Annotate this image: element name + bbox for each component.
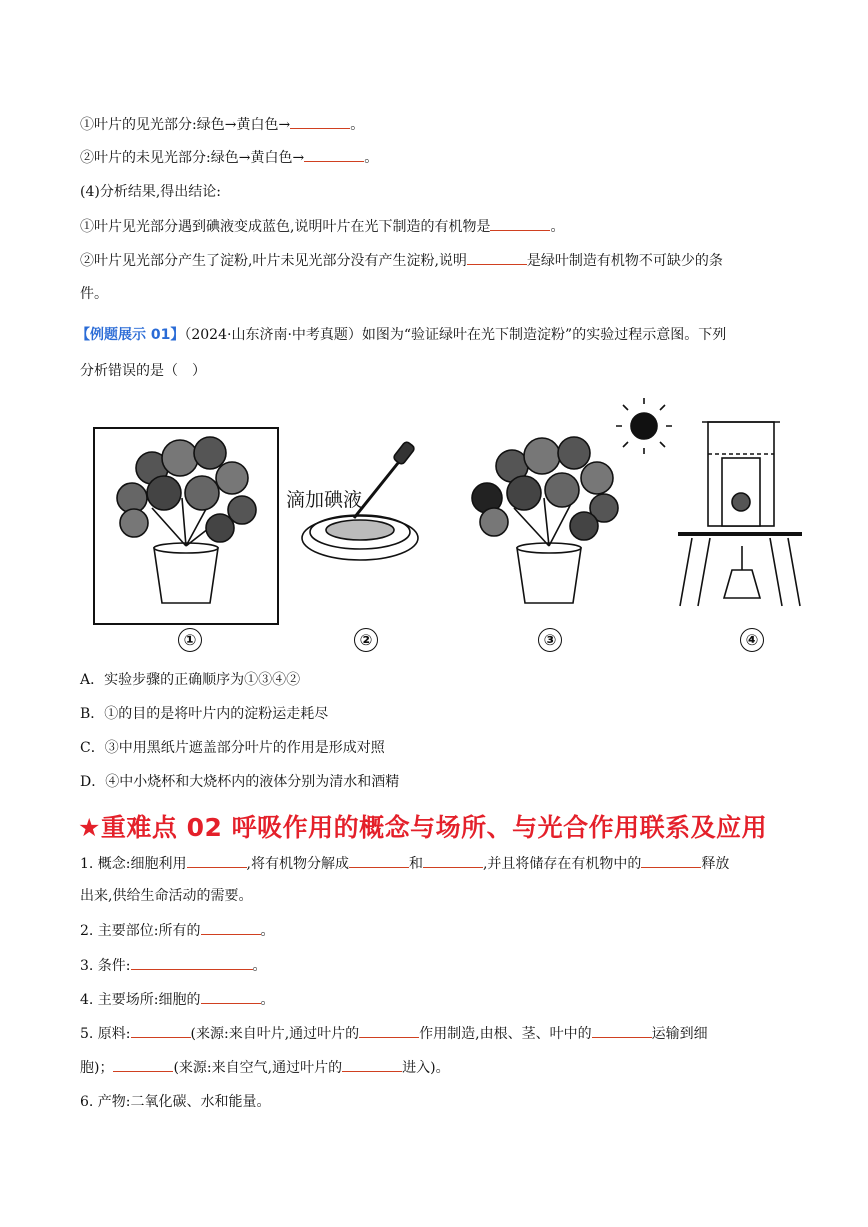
text: ①叶片见光部分遇到碘液变成蓝色,说明叶片在光下制造的有机物是 (80, 219, 491, 235)
option-d[interactable]: D．④中小烧杯和大烧杯内的液体分别为清水和酒精 (80, 774, 400, 790)
text: 是绿叶制造有机物不可缺少的条 (526, 253, 723, 269)
section-heading: ★重难点 02 呼吸作用的概念与场所、与光合作用联系及应用 (78, 813, 768, 842)
item-3: 3. 条件: 。 (80, 955, 267, 976)
text-line (80, 284, 108, 304)
sun-icon (616, 398, 672, 454)
item-1: 1. 概念:细胞利用 ,将有机物分解成 和 ,并且将储存在有机物中的 释放 (80, 853, 729, 874)
figure-number-4: ④ (740, 628, 764, 652)
answer-blank[interactable] (201, 920, 261, 935)
potted-plant-1 (117, 437, 256, 603)
text-line (80, 182, 221, 202)
experiment-illustration (92, 398, 812, 656)
option-b[interactable]: B．①的目的是将叶片内的淀粉运走耗尽 (80, 706, 329, 722)
question-text: （2024·山东济南·中考真题）如图为“验证绿叶在光下制造淀粉”的实验过程示意图。下列 (184, 327, 727, 343)
text-line (80, 114, 364, 135)
figure-number-3: ③ (538, 628, 562, 652)
answer-blank[interactable] (592, 1023, 652, 1038)
text: 。 (350, 117, 365, 133)
text: ②叶片的未见光部分:绿色→黄白色→ (80, 150, 305, 166)
text: ②叶片见光部分产生了淀粉,叶片未见光部分没有产生淀粉,说明 (80, 253, 467, 269)
item-1-cont: 出来,供给生命活动的需要。 (80, 888, 253, 904)
example-question-cont (80, 361, 206, 381)
answer-blank[interactable] (113, 1057, 173, 1072)
text: 。 (550, 219, 565, 235)
answer-blank[interactable] (304, 147, 364, 162)
option-a[interactable]: A．实验步骤的正确顺序为①③④② (80, 672, 301, 688)
answer-blank[interactable] (187, 853, 247, 868)
item-4: 4. 主要场所:细胞的 。 (80, 989, 275, 1010)
option-c[interactable]: C．③中用黑纸片遮盖部分叶片的作用是形成对照 (80, 740, 385, 756)
answer-blank[interactable] (290, 114, 350, 129)
answer-blank[interactable] (131, 955, 253, 970)
example-tag: 【例题展示 01】 (76, 327, 185, 343)
answer-blank[interactable] (359, 1023, 419, 1038)
text-line (80, 147, 378, 168)
text: ①叶片的见光部分:绿色→黄白色→ (80, 117, 291, 133)
text-line (80, 250, 723, 271)
figure-number-2: ② (354, 628, 378, 652)
answer-blank[interactable] (467, 250, 527, 265)
answer-blank[interactable] (201, 989, 261, 1004)
item-6: 6. 产物:二氧化碳、水和能量。 (80, 1094, 271, 1110)
example-question (76, 325, 726, 345)
figure-number-1: ① (178, 628, 202, 652)
answer-blank[interactable] (131, 1023, 191, 1038)
item-2: 2. 主要部位:所有的 。 (80, 920, 275, 941)
text: (4)分析结果,得出结论: (80, 184, 221, 200)
answer-blank[interactable] (490, 216, 550, 231)
item-5: 5. 原料: (来源:来自叶片,通过叶片的 作用制造,由根、茎、叶中的 运输到细 (80, 1023, 708, 1044)
item-5-cont: 胞)； (来源:来自空气,通过叶片的 进入)。 (80, 1057, 450, 1078)
answer-blank[interactable] (641, 853, 701, 868)
text: 。 (364, 150, 379, 166)
potted-plant-2 (472, 437, 618, 603)
answer-blank[interactable] (423, 853, 483, 868)
answer-blank[interactable] (349, 853, 409, 868)
text-line (80, 216, 564, 237)
experiment-figure (92, 398, 812, 656)
water-bath-apparatus (678, 422, 802, 606)
question-text: 分析错误的是（ ） (80, 363, 206, 379)
answer-blank[interactable] (342, 1057, 402, 1072)
text: 件。 (80, 286, 108, 302)
figure-label: 滴加碘液 (286, 489, 363, 511)
